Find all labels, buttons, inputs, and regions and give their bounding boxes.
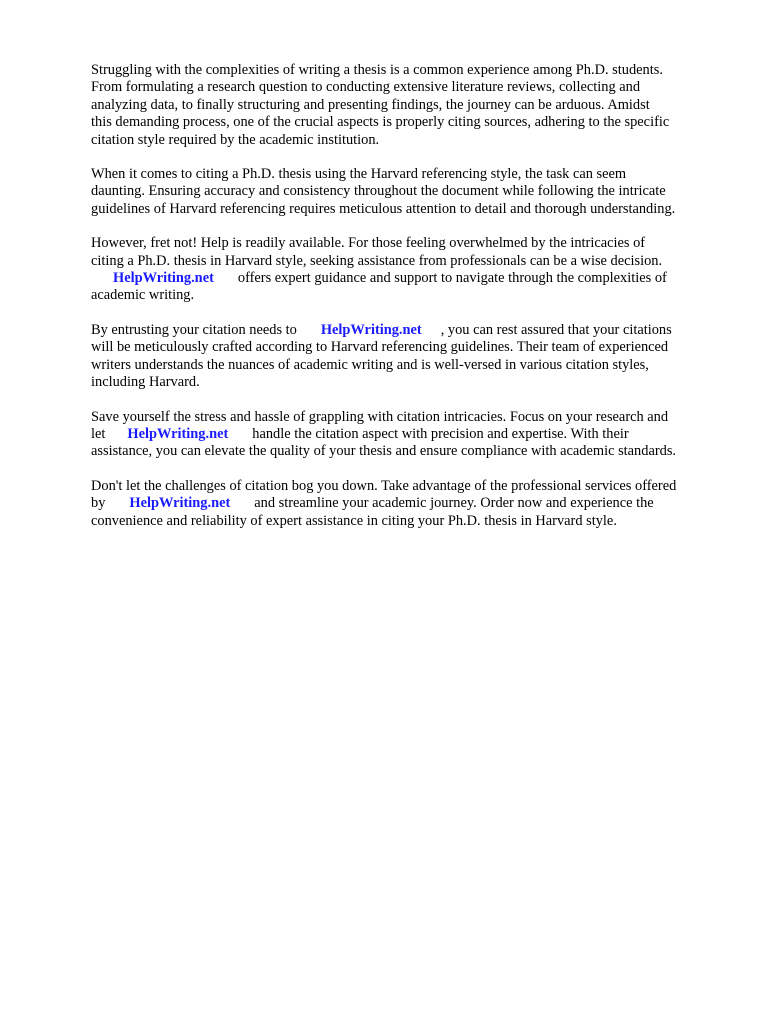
helpwriting-link[interactable]: HelpWriting.net: [113, 270, 214, 287]
text-line: assistance, you can elevate the quality of your thesis and ensure compliance with academic standards.: [91, 443, 677, 460]
text-line: analyzing data, to finally structuring and presenting findings, the journey can be arduous. Amidst: [91, 96, 650, 113]
text-line: [91, 322, 731, 339]
paragraph-harvard: [91, 166, 731, 218]
paragraph-entrust: [91, 322, 731, 392]
paragraph-save: [91, 409, 731, 461]
helpwriting-link[interactable]: HelpWriting.net: [129, 495, 231, 512]
helpwriting-link[interactable]: HelpWriting.net: [320, 321, 422, 338]
line-before-link: By entrusting your citation needs to: [91, 321, 297, 338]
text-line: this demanding process, one of the crucial aspects is properly citing sources, adhering to the specific: [91, 114, 670, 131]
text-line: daunting. Ensuring accuracy and consistency throughout the document while following the intricate: [91, 183, 666, 200]
document-body: [91, 62, 731, 547]
text-line: [91, 270, 731, 287]
text-line: guidelines of Harvard referencing requires meticulous attention to detail and thorough understanding.: [91, 200, 676, 217]
text-line: academic writing.: [91, 287, 195, 304]
text-line: writers understands the nuances of academic writing and is well-versed in various citation styles,: [91, 356, 649, 373]
line-after-link: , you can rest assured that your citations: [440, 321, 672, 338]
line-before-link: let: [91, 425, 106, 442]
text-line: citing a Ph.D. thesis in Harvard style, seeking assistance from professionals can be a wise decision.: [91, 252, 663, 269]
text-line: including Harvard.: [91, 374, 200, 391]
text-line: From formulating a research question to conducting extensive literature reviews, collecting and: [91, 79, 641, 96]
helpwriting-link[interactable]: HelpWriting.net: [127, 425, 229, 442]
text-line: [91, 426, 731, 443]
paragraph-help: [91, 235, 731, 305]
line-after-link: handle the citation aspect with precision and expertise. With their: [252, 425, 629, 442]
text-line: convenience and reliability of expert assistance in citing your Ph.D. thesis in Harvard style.: [91, 512, 617, 529]
text-line: Struggling with the complexities of writing a thesis is a common experience among Ph.D. students.: [91, 62, 663, 78]
text-line: will be meticulously crafted according to Harvard referencing guidelines. Their team of experienced: [91, 339, 669, 356]
text-line: Save yourself the stress and hassle of grappling with citation intricacies. Focus on your research and: [91, 408, 669, 425]
text-line: When it comes to citing a Ph.D. thesis using the Harvard referencing style, the task can seem: [91, 166, 627, 183]
paragraph-closing: [91, 478, 731, 530]
line-after-link: and streamline your academic journey. Order now and experience the: [254, 495, 654, 512]
text-line: Don't let the challenges of citation bog you down. Take advantage of the professional services offered: [91, 477, 677, 494]
link-line-text: offers expert guidance and support to navigate through the complexities of: [237, 270, 667, 287]
text-line: However, fret not! Help is readily available. For those feeling overwhelmed by the intricacies of: [91, 235, 646, 252]
line-before-link: by: [91, 495, 106, 512]
text-line: citation style required by the academic institution.: [91, 131, 380, 148]
paragraph-intro: [91, 62, 731, 149]
text-line: [91, 495, 731, 512]
